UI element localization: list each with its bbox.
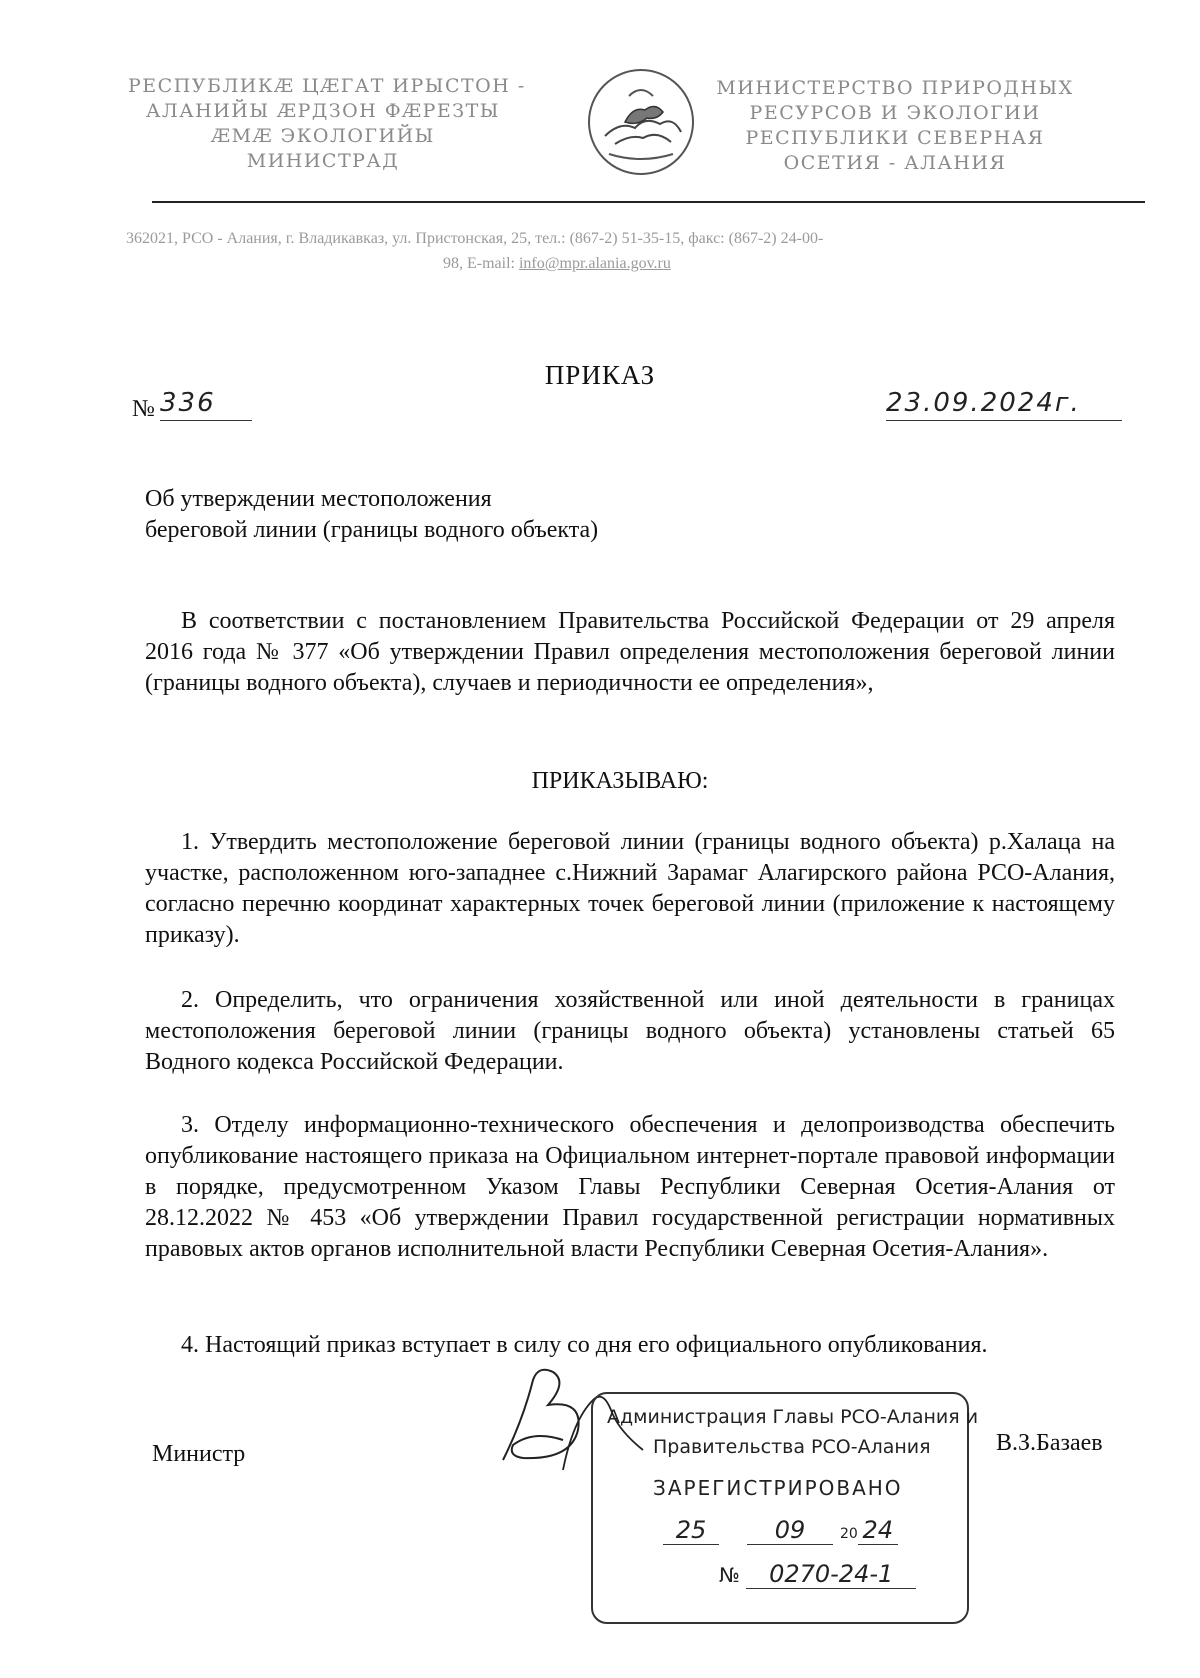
letterhead-right-russian [705, 76, 1085, 176]
letterhead-right-line: РЕСУРСОВ И ЭКОЛОГИИ [749, 102, 1041, 124]
address-email-line [443, 255, 671, 273]
order-item-text: 4. Настоящий приказ вступает в силу со дня его официального опубликования. [181, 1332, 988, 1358]
stamp-number-label: № [719, 1563, 740, 1587]
order-item [145, 1110, 1115, 1265]
letterhead-left-line: МИНИСТРАД [246, 150, 400, 172]
letterhead-divider [152, 201, 1145, 203]
registration-stamp [591, 1392, 979, 1624]
order-item [145, 827, 1115, 951]
stamp-month: 09 [747, 1516, 833, 1545]
email-link[interactable]: info@mpr.alania.gov.ru [518, 255, 671, 272]
order-directive-word: ПРИКАЗЫВАЮ: [531, 768, 709, 794]
signatory-name: В.З.Базаев [996, 1430, 1103, 1456]
stamp-day: 25 [663, 1516, 719, 1545]
stamp-authority-line: Правительства РСО-Алания [653, 1436, 931, 1458]
order-item-text: 3. Отделу информационно-технического обеспечения и делопроизводства обеспечить опубликование настоящего приказа на Официальном интернет-портале правовой информации в порядке, предусмотренном Указом Главы Республики Северная Осетия-Алания от 28.12.2022 № 453 «Об утверждении Правил государственной регистрации нормативных правовых актов органов исполнительной власти Республики Северная Осетия-Алания». [145, 1112, 1115, 1262]
order-item [145, 1330, 1115, 1361]
document-title: ПРИКАЗ [544, 360, 656, 390]
stamp-authority-line: Администрация Главы РСО-Алания и [607, 1406, 979, 1428]
order-date: 23.09.2024г. [886, 388, 1122, 421]
address-line: 362021, РСО - Алания, г. Владикавказ, ул. Пристонская, 25, тел.: (867-2) 51-35-15, факс: (867-2) 24-00- [126, 230, 824, 247]
preamble-text: В соответствии с постановлением Правительства Российской Федерации от 29 апреля 2016 года № 377 «Об утверждении Правил определения местоположения береговой линии (границы водного объекта), случаев и периодичности ее определения», [145, 608, 1115, 696]
letterhead-left-line: ÆМÆ ЭКОЛОГИЙЫ [211, 125, 435, 147]
letterhead-left-ossetian [128, 74, 526, 174]
order-item-text: 1. Утвердить местоположение береговой линии (границы водного объекта) р.Халаца на участке, расположенном юго-западнее с.Нижний Зарамаг Алагирского района РСО-Алания, согласно перечню координат характерных точек береговой линии (приложение к настоящему приказу). [145, 829, 1115, 948]
order-number-label: № [132, 396, 155, 422]
letterhead-left-line: РЕСПУБЛИКÆ ЦÆГАТ ИРЫСТОН - [128, 75, 526, 97]
preamble-paragraph [145, 606, 1115, 699]
stamp-date-line [663, 1516, 898, 1545]
order-item [145, 985, 1115, 1078]
stamp-year-suffix: 24 [858, 1516, 898, 1545]
signatory-title: Министр [152, 1441, 246, 1467]
order-number: 336 [160, 388, 252, 421]
subject-line: Об утверждении местоположения [145, 486, 492, 512]
stamp-number: 0270-24-1 [746, 1560, 916, 1589]
letterhead-left-line: АЛАНИЙЫ ÆРДЗОН ФÆРЕЗТЫ [146, 100, 500, 122]
order-subject [145, 484, 598, 546]
stamp-registered-label: ЗАРЕГИСТРИРОВАНО [653, 1476, 903, 1500]
stamp-number-line [719, 1560, 916, 1589]
letterhead-right-line: МИНИСТЕРСТВО ПРИРОДНЫХ [716, 77, 1074, 99]
letterhead-right-line: РЕСПУБЛИКИ СЕВЕРНАЯ [745, 127, 1045, 149]
email-label: 98, E-mail: [443, 255, 519, 272]
subject-line: береговой линии (границы водного объекта) [145, 517, 599, 543]
stamp-year-prefix: 20 [840, 1526, 858, 1542]
coat-of-arms-emblem-icon [585, 66, 697, 178]
order-item-text: 2. Определить, что ограничения хозяйственной или иной деятельности в границах местоположения береговой линии (границы водного объекта) установлены статьей 65 Водного кодекса Российской Федерации. [145, 987, 1115, 1075]
letterhead-right-line: ОСЕТИЯ - АЛАНИЯ [783, 152, 1007, 174]
